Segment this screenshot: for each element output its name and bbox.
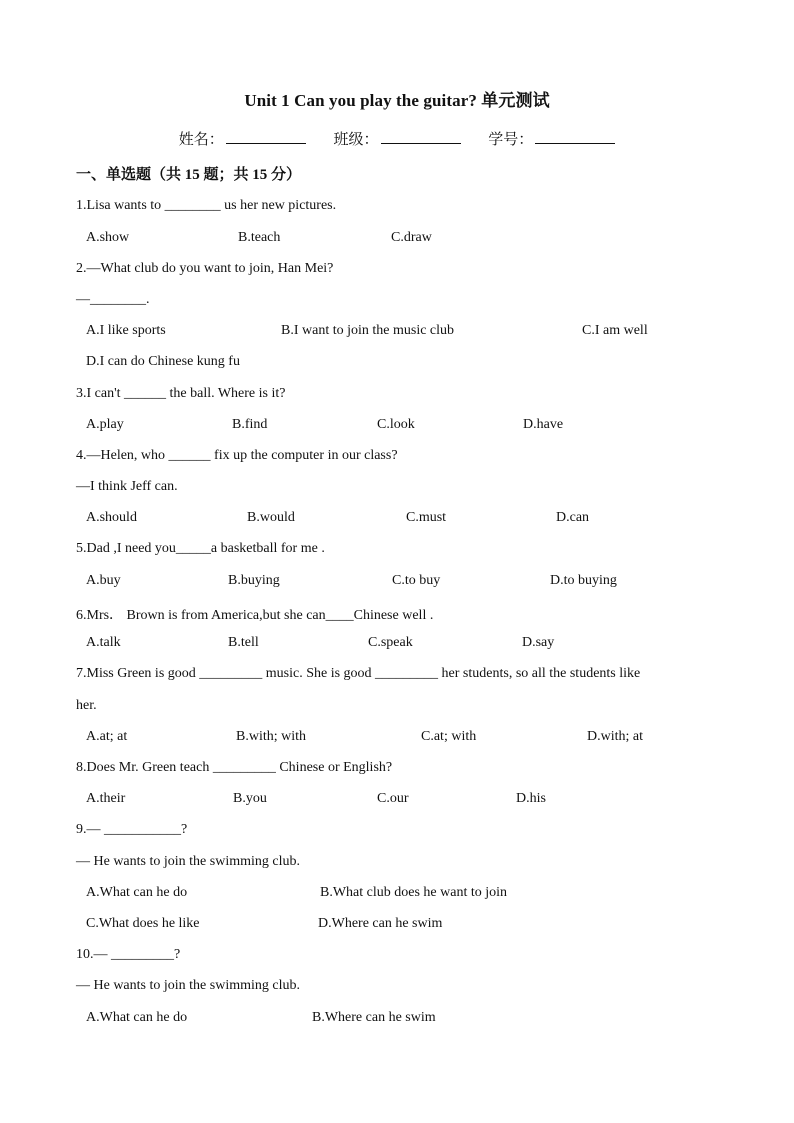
question-10-response: — He wants to join the swimming club. — [76, 978, 300, 993]
question-9-option-b: B.What club does he want to join — [320, 885, 508, 900]
question-7-option-d: D.with; at — [587, 729, 643, 744]
name-label: 姓名： — [178, 132, 224, 148]
class-field — [333, 128, 460, 149]
question-6-option-d: D.say — [522, 635, 555, 650]
class-label: 班级： — [333, 132, 379, 148]
number-label: 学号： — [488, 132, 534, 148]
class-blank — [381, 129, 461, 144]
question-3-option-c: C.look — [377, 417, 415, 432]
question-4-option-a: A.should — [86, 510, 137, 525]
question-9-stem: 9.— ___________? — [76, 822, 188, 837]
question-8-option-d: D.his — [516, 791, 546, 806]
question-2-option-b: B.I want to join the music club — [281, 323, 455, 338]
question-7-stem-continued: her. — [76, 698, 97, 713]
question-7-stem: 7.Miss Green is good _________ music. She is good _________ her students, so all the students like — [76, 666, 641, 681]
question-3-option-d: D.have — [523, 417, 564, 432]
question-1-stem: 1.Lisa wants to ________ us her new pictures. — [76, 198, 337, 213]
question-4-response: —I think Jeff can. — [76, 479, 178, 494]
question-1-option-b: B.teach — [238, 230, 281, 245]
question-4-option-b: B.would — [247, 510, 295, 525]
question-2-stem: 2.—What club do you want to join, Han Mei? — [76, 261, 334, 276]
question-10-option-b: B.Where can he swim — [312, 1010, 436, 1025]
section-heading: 一、单选题（共 15 题；共 15 分） — [76, 167, 302, 183]
question-3-option-a: A.play — [86, 417, 124, 432]
question-9-response: — He wants to join the swimming club. — [76, 854, 300, 869]
question-5-option-b: B.buying — [228, 573, 280, 588]
question-10-option-a: A.What can he do — [86, 1010, 188, 1025]
name-blank — [226, 129, 306, 144]
question-9-option-d: D.Where can he swim — [318, 916, 443, 931]
question-8-option-b: B.you — [233, 791, 267, 806]
student-info-row — [0, 128, 794, 149]
question-4-option-c: C.must — [406, 510, 447, 525]
question-2-option-c: C.I am well — [582, 323, 648, 338]
question-2-response: —________. — [76, 292, 150, 307]
question-8-option-a: A.their — [86, 791, 126, 806]
question-6-stem: 6.Mrs． Brown is from America,but she can____Chinese well . — [76, 608, 434, 623]
question-3-option-b: B.find — [232, 417, 268, 432]
question-6-option-c: C.speak — [368, 635, 413, 650]
question-3-stem: 3.I can't ______ the ball. Where is it? — [76, 386, 286, 401]
question-7-option-a: A.at; at — [86, 729, 128, 744]
question-9-option-c: C.What does he like — [86, 916, 200, 931]
page-title: Unit 1 Can you play the guitar? 单元测试 — [244, 91, 550, 110]
question-5-option-a: A.buy — [86, 573, 121, 588]
question-4-stem: 4.—Helen, who ______ fix up the computer in our class? — [76, 448, 398, 463]
question-6-option-b: B.tell — [228, 635, 259, 650]
question-5-option-c: C.to buy — [392, 573, 441, 588]
question-7-option-c: C.at; with — [421, 729, 477, 744]
name-field — [179, 128, 306, 149]
question-2-option-d: D.I can do Chinese kung fu — [86, 354, 240, 369]
question-5-stem: 5.Dad ,I need you_____a basketball for me . — [76, 541, 325, 556]
question-5-option-d: D.to buying — [550, 573, 617, 588]
number-blank — [535, 129, 615, 144]
question-10-stem: 10.— _________? — [76, 947, 181, 962]
number-field — [488, 128, 615, 149]
question-8-option-c: C.our — [377, 791, 409, 806]
question-1-option-c: C.draw — [391, 230, 432, 245]
question-8-stem: 8.Does Mr. Green teach _________ Chinese or English? — [76, 760, 393, 775]
question-9-option-a: A.What can he do — [86, 885, 188, 900]
question-2-option-a: A.I like sports — [86, 323, 166, 338]
question-4-option-d: D.can — [556, 510, 590, 525]
question-6-option-a: A.talk — [86, 635, 121, 650]
question-1-option-a: A.show — [86, 230, 130, 245]
question-7-option-b: B.with; with — [236, 729, 307, 744]
